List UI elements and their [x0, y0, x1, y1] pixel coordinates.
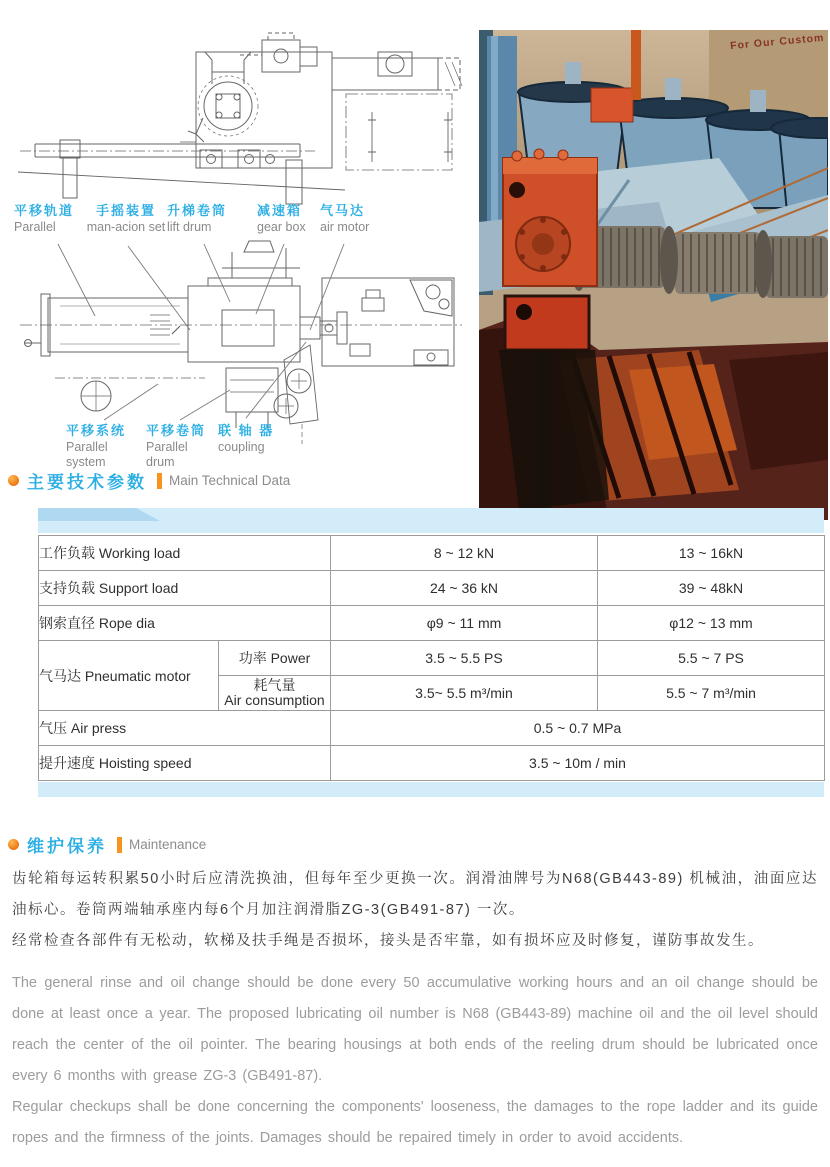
row-value-1: 3.5 ~ 5.5 PS	[331, 641, 598, 676]
photo-banner-text: For Our Custom	[729, 31, 825, 53]
label-parallel-drum	[146, 420, 206, 470]
table-row	[39, 711, 825, 746]
label-zh: 平移卷筒	[146, 423, 207, 438]
row-value-1: 24 ~ 36 kN	[331, 571, 598, 606]
group-label-zh: 气马达	[39, 667, 81, 684]
label-en: lift drum	[167, 220, 212, 234]
product-photo	[479, 30, 828, 520]
row-label: 提升速度 Hoisting speed	[39, 746, 331, 781]
row-value-1: 8 ~ 12 kN	[331, 536, 598, 571]
label-hand-crank-set	[86, 200, 166, 235]
row-label: 工作负载 Working load	[39, 536, 331, 571]
maintenance-en-block	[12, 968, 818, 1154]
row-value-2: 13 ~ 16kN	[598, 536, 825, 571]
label-parallel-system	[66, 420, 126, 470]
sub-label-en: Air consumption	[224, 692, 325, 708]
divider-bar-icon	[117, 837, 122, 853]
row-value-span: 0.5 ~ 0.7 MPa	[331, 711, 825, 746]
label-zh: 升梯卷筒	[167, 203, 228, 218]
label-en: Parallel drum	[146, 440, 188, 469]
maintenance-heading-zh: 维护保养	[27, 837, 107, 856]
label-zh: 联 轴 器	[218, 423, 275, 438]
row-value-2: 5.5 ~ 7 PS	[598, 641, 825, 676]
divider-bar-icon	[157, 473, 162, 489]
table-row	[39, 571, 825, 606]
table-row	[39, 536, 825, 571]
row-value-span: 3.5 ~ 10m / min	[331, 746, 825, 781]
label-en: Parallel	[14, 220, 56, 234]
label-zh: 气马达	[320, 203, 366, 218]
label-en: Parallel system	[66, 440, 108, 469]
table-row	[39, 641, 825, 676]
label-gear-box	[257, 200, 323, 235]
row-value-2: 39 ~ 48kN	[598, 571, 825, 606]
row-value-2: φ12 ~ 13 mm	[598, 606, 825, 641]
table-header-band	[38, 508, 824, 533]
label-en: coupling	[218, 440, 265, 454]
group-label-en: Pneumatic motor	[84, 667, 191, 684]
row-value-2: 5.5 ~ 7 m³/min	[598, 676, 825, 711]
maintenance-zh-paragraph: 经常检查各部件有无松动，软梯及扶手绳是否损坏，接头是否牢靠，如有损坏应及时修复，谨防事故发生。	[12, 933, 764, 949]
tech-heading-en: Main Technical Data	[169, 473, 291, 488]
maintenance-en-paragraph: Regular checkups shall be done concerning the components' looseness, the damages to the rope ladder and its guide ropes and the firmness of the joints. Damages should be repaired timely in order to avoid accidents.	[12, 1099, 818, 1146]
label-zh: 减速箱	[257, 203, 303, 218]
row-group-label	[39, 641, 219, 711]
table-row	[39, 746, 825, 781]
table-footer-band	[38, 782, 824, 797]
label-en: man-acion set	[86, 220, 166, 234]
row-label: 支持负载 Support load	[39, 571, 331, 606]
leader-lines	[58, 244, 344, 420]
tech-data-heading	[8, 468, 290, 493]
label-lift-drum	[167, 200, 239, 235]
table-header-tab	[38, 508, 160, 521]
maintenance-text	[12, 864, 818, 1154]
row-sub-label: 功率 Power	[219, 641, 331, 676]
label-parallel-rail	[14, 200, 88, 235]
spec-table	[38, 535, 825, 781]
bullet-icon	[8, 839, 19, 850]
label-zh: 手摇装置	[95, 203, 156, 218]
photo-illustration	[479, 30, 828, 520]
label-zh: 平移轨道	[14, 203, 75, 218]
row-value-1: φ9 ~ 11 mm	[331, 606, 598, 641]
label-en: air motor	[320, 220, 370, 234]
row-value-1: 3.5~ 5.5 m³/min	[331, 676, 598, 711]
row-sub-label	[219, 676, 331, 711]
maintenance-heading-en: Maintenance	[129, 837, 207, 852]
maintenance-zh-paragraph: 齿轮箱每运转积累50小时后应清洗换油，但每年至少更换一次。润滑油牌号为N68(GB443-89) 机械油，油面应达油标心。卷筒两端轴承座内每6个月加注润滑脂ZG-3(GB491-87) 一次。	[12, 871, 818, 918]
label-zh: 平移系统	[66, 423, 127, 438]
label-air-motor	[320, 200, 388, 235]
table-row	[39, 606, 825, 641]
bullet-icon	[8, 475, 19, 486]
sub-label-zh: 耗气量	[253, 677, 296, 693]
row-label: 钢索直径 Rope dia	[39, 606, 331, 641]
tech-heading-zh: 主要技术参数	[27, 473, 147, 492]
row-label: 气压 Air press	[39, 711, 331, 746]
maintenance-heading	[8, 832, 206, 857]
label-en: gear box	[257, 220, 306, 234]
maintenance-en-paragraph: The general rinse and oil change should be done every 50 accumulative working hours and an oil change should be done at least once a year. The proposed lubricating oil number is N68 (GB443-89) machine oil and the oil level should reach the center of the oil pointer. The bearing housings at both ends of the reeling drum should be lubricated once every 6 months with grease ZG-3 (GB491-87).	[12, 975, 818, 1084]
label-coupling	[218, 420, 288, 455]
